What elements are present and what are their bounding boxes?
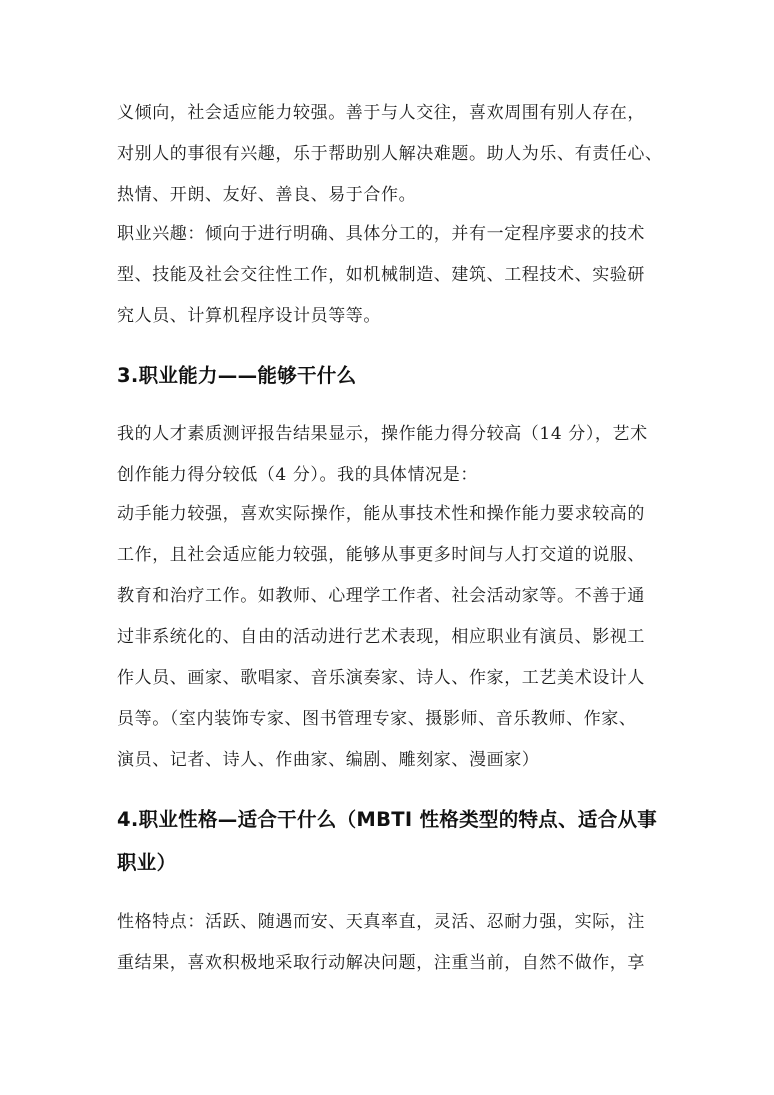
ability-detail-line-6: 员等。（室内装饰专家、图书管理专家、摄影师、音乐教师、作家、 [117, 709, 637, 729]
ability-detail-line-5: 作人员、画家、歌唱家、音乐演奏家、诗人、作家，工艺美术设计人 [117, 668, 645, 688]
ability-detail-line-2: 工作，且社会适应能力较强，能够从事更多时间与人打交道的说服、 [117, 545, 645, 565]
intro-line-3: 热情、开朗、友好、善良、易于合作。 [117, 185, 417, 205]
ability-detail-line-3: 教育和治疗工作。如教师、心理学工作者、社会活动家等。不善于通 [117, 586, 645, 606]
ability-detail-line-1: 动手能力较强，喜欢实际操作，能从事技术性和操作能力要求较高的 [117, 504, 645, 524]
intro-line-1: 义倾向，社会适应能力较强。善于与人交往，喜欢周围有别人存在， [117, 103, 645, 123]
ability-summary-line-2: 创作能力得分较低（4 分）。我的具体情况是： [117, 465, 478, 485]
ability-detail-line-7: 演员、记者、诗人、作曲家、编剧、雕刻家、漫画家） [117, 750, 540, 770]
interest-line-1: 职业兴趣：倾向于进行明确、具体分工的，并有一定程序要求的技术 [117, 224, 645, 244]
personality-line-1: 性格特点：活跃、随遇而安、天真率直，灵活、忍耐力强，实际，注 [117, 912, 645, 932]
section-4-heading-line-1: 4.职业性格—适合干什么（MBTI 性格类型的特点、适合从事 [117, 808, 658, 831]
ability-summary-line-1: 我的人才素质测评报告结果显示，操作能力得分较高（14 分），艺术 [117, 424, 648, 444]
interest-line-2: 型、技能及社会交往性工作，如机械制造、建筑、工程技术、实验研 [117, 265, 645, 285]
section-4-heading-line-2: 职业） [117, 851, 177, 874]
personality-line-2: 重结果，喜欢积极地采取行动解决问题，注重当前，自然不做作，享 [117, 953, 645, 973]
intro-line-2: 对别人的事很有兴趣，乐于帮助别人解决难题。助人为乐、有责任心、 [117, 144, 663, 164]
interest-line-3: 究人员、计算机程序设计员等等。 [117, 306, 381, 326]
ability-detail-line-4: 过非系统化的、自由的活动进行艺术表现，相应职业有演员、影视工 [117, 627, 645, 647]
section-3-heading: 3.职业能力——能够干什么 [117, 364, 357, 387]
